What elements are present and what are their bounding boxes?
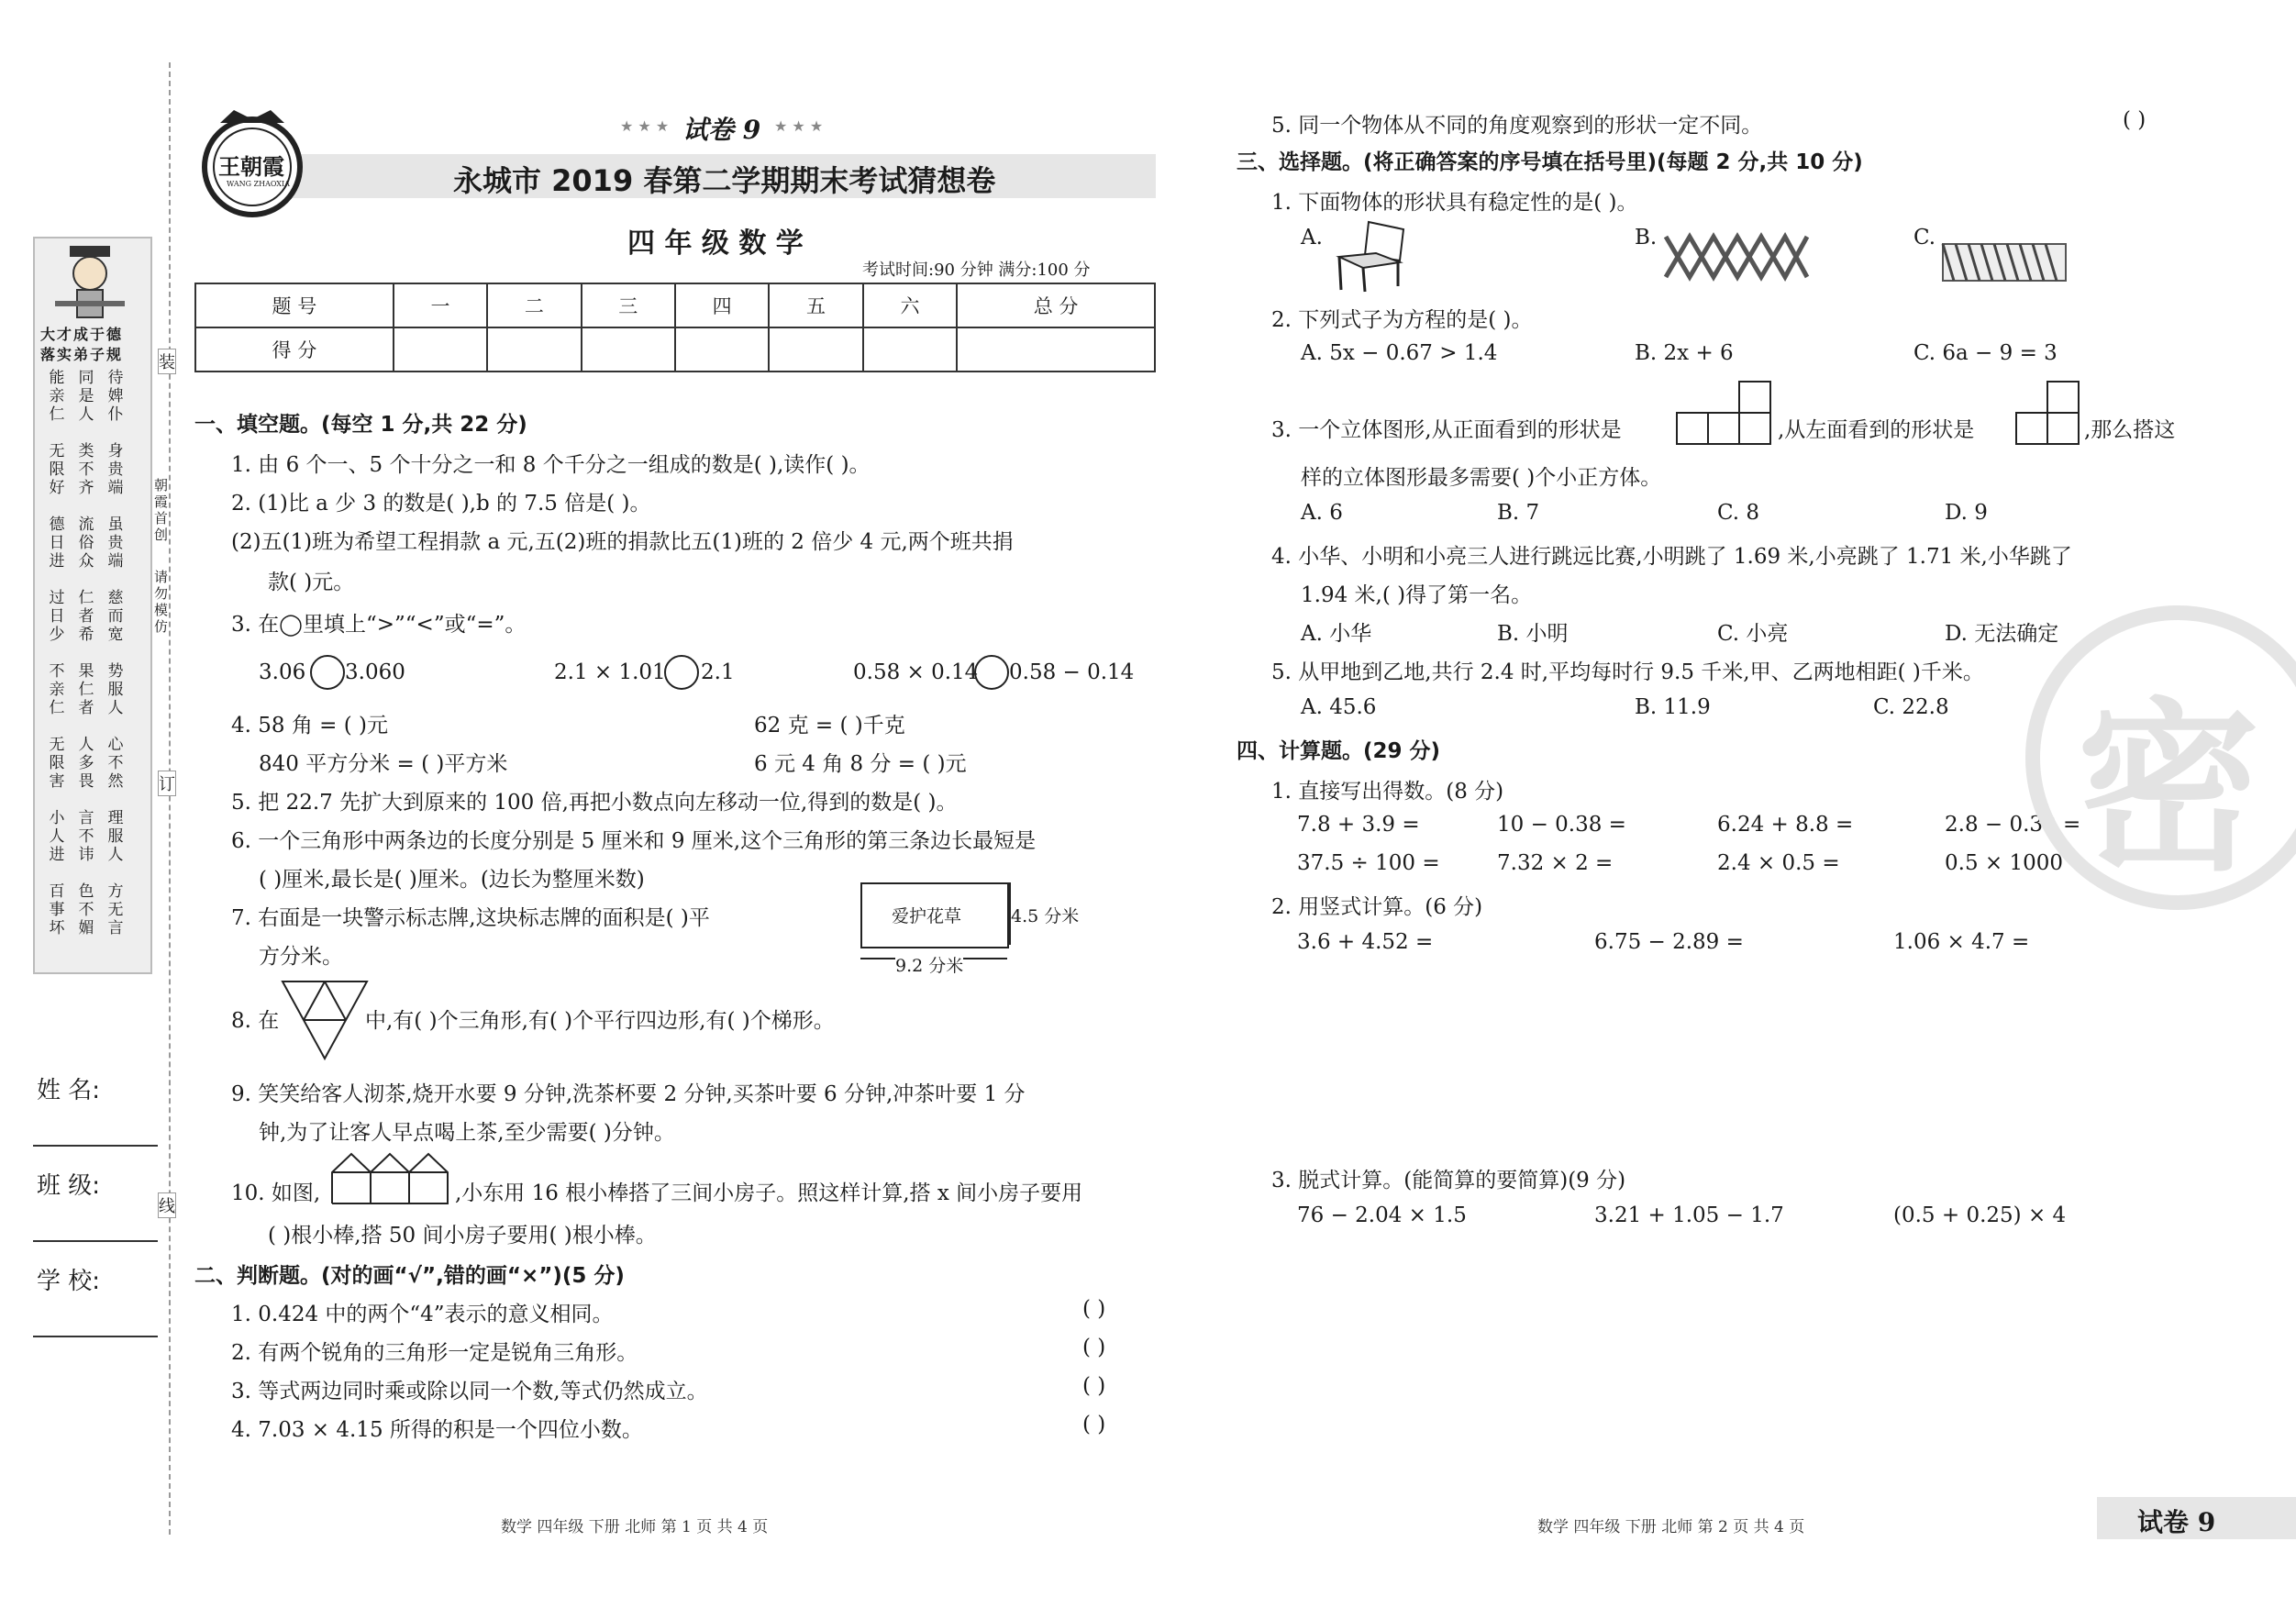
- score-header-cell: 五: [769, 283, 862, 327]
- sign-text: 爱护花草: [892, 906, 962, 926]
- s1-q2c: 款( )元。: [268, 571, 355, 594]
- header-stars-left: ★ ★ ★: [620, 117, 670, 135]
- left-view-icon: [2014, 380, 2084, 446]
- s4-p1-r1-3: 6.24 + 8.8 =: [1717, 813, 1854, 837]
- s1-q10b: ,小东用 16 根小棒搭了三间小房子。照这样计算,搭 x 间小房子要用: [455, 1181, 1083, 1205]
- motto-column: 小人进: [49, 809, 65, 864]
- footer-left: 数学 四年级 下册 北师 第 1 页 共 4 页: [501, 1518, 769, 1536]
- motto-column: 能亲仁: [49, 369, 65, 424]
- judgement-answer-paren[interactable]: ( ): [1082, 1297, 1106, 1321]
- s4-p1: 1. 直接写出得数。(8 分): [1271, 780, 1504, 804]
- s4-p2-1: 3.6 + 4.52 =: [1297, 930, 1434, 954]
- s3-q4-opt-a: A. 小华: [1301, 622, 1372, 646]
- s4-p2: 2. 用竖式计算。(6 分): [1271, 895, 1483, 919]
- s3-q3b: ,从左面看到的形状是: [1778, 418, 1975, 442]
- sidebar-slogan-1: 大才成于德: [40, 326, 124, 343]
- binding-mark-2: 订: [158, 771, 176, 796]
- s1-q3c-left: 0.58 × 0.14: [853, 660, 979, 684]
- score-input-cell[interactable]: [957, 327, 1155, 372]
- score-input-cell[interactable]: [675, 327, 769, 372]
- compare-circle-2[interactable]: [664, 655, 699, 690]
- judgement-answer-paren[interactable]: ( ): [1082, 1336, 1106, 1359]
- binding-line: [169, 62, 171, 1535]
- s3-q3-opt-b: B. 7: [1497, 501, 1540, 525]
- s3-q3d: 样的立体图形最多需要( )个小正方体。: [1301, 466, 1662, 490]
- s4-p3: 3. 脱式计算。(能简算的要简算)(9 分): [1271, 1169, 1626, 1192]
- s3-q3-opt-c: C. 8: [1717, 501, 1760, 525]
- judgement-item: 3. 等式两边同时乘或除以同一个数,等式仍然成立。: [231, 1380, 708, 1403]
- motto-column: 过日少: [49, 589, 65, 644]
- s3-q4-opt-d: D. 无法确定: [1945, 622, 2059, 646]
- score-header-cell: 六: [863, 283, 957, 327]
- s3-q2-opt-c: C. 6a − 9 = 3: [1913, 341, 2058, 365]
- motto-column: 慈而宽: [107, 589, 124, 644]
- s3-q3a: 3. 一个立体图形,从正面看到的形状是: [1271, 418, 1622, 442]
- s3-q4-opt-b: B. 小明: [1497, 622, 1569, 646]
- s3-q2-opt-b: B. 2x + 6: [1635, 341, 1734, 365]
- s4-p3-3: (0.5 + 0.25) × 4: [1893, 1203, 2067, 1227]
- s3-q2: 2. 下列式子为方程的是( )。: [1271, 308, 1533, 332]
- score-header-cell: 二: [487, 283, 581, 327]
- name-label: 姓 名:: [37, 1077, 101, 1104]
- school-field[interactable]: [33, 1336, 158, 1337]
- compare-circle-3[interactable]: [974, 655, 1009, 690]
- chair-icon: [1332, 220, 1407, 294]
- stamp-char: 密: [2077, 682, 2261, 896]
- score-header-cell: 三: [582, 283, 675, 327]
- s1-q2a: 2. (1)比 a 少 3 的数是( ),b 的 7.5 倍是( )。: [231, 492, 651, 516]
- motto-column: 理服人: [107, 809, 124, 864]
- s1-q4d: 6 元 4 角 8 分 = ( )元: [754, 752, 967, 776]
- score-input-cell[interactable]: [769, 327, 862, 372]
- score-row-label: 得 分: [195, 327, 394, 372]
- motto-column: 待婢仆: [107, 369, 124, 424]
- motto-column: 类不齐: [78, 442, 94, 497]
- judgement-answer-paren[interactable]: ( ): [1082, 1413, 1106, 1436]
- motto-column: 无限好: [49, 442, 65, 497]
- s4-p1-r1-1: 7.8 + 3.9 =: [1297, 813, 1420, 837]
- judgement-answer-paren[interactable]: ( ): [2123, 108, 2146, 132]
- fence-icon: [1941, 237, 2068, 286]
- s3-q1-opt-c: C.: [1913, 226, 1936, 250]
- s3-q2-opt-a: A. 5x − 0.67 > 1.4: [1301, 341, 1498, 365]
- score-header-cell: 总 分: [957, 283, 1155, 327]
- section4-title: 四、计算题。(29 分): [1237, 739, 1441, 763]
- scissor-lift-icon: [1662, 231, 1811, 283]
- motto-column: 势服人: [107, 662, 124, 717]
- copyright-2: 请勿模仿: [154, 569, 169, 635]
- triangle-figure-icon: [279, 978, 371, 1062]
- section1-title: 一、填空题。(每空 1 分,共 22 分): [194, 413, 527, 437]
- exam-title: 永城市 2019 春第二学期期末考试猜想卷: [453, 163, 996, 198]
- s1-q7a: 7. 右面是一块警示标志牌,这块标志牌的面积是( )平: [231, 906, 710, 930]
- score-input-cell[interactable]: [582, 327, 675, 372]
- s4-p2-2: 6.75 − 2.89 =: [1594, 930, 1744, 954]
- s4-p1-r1-2: 10 − 0.38 =: [1497, 813, 1626, 837]
- s4-p1-r2-1: 37.5 ÷ 100 =: [1297, 851, 1440, 875]
- footer-tag: 试卷 9: [2137, 1507, 2216, 1537]
- score-table: [194, 283, 1156, 372]
- s1-q3b-left: 2.1 × 1.01: [554, 660, 666, 684]
- motto-column: 色不媚: [78, 882, 94, 937]
- s1-q5: 5. 把 22.7 先扩大到原来的 100 倍,再把小数点向左移动一位,得到的数是( )。: [231, 791, 958, 815]
- score-header-cell: 一: [394, 283, 487, 327]
- judgement-item: 4. 7.03 × 4.15 所得的积是一个四位小数。: [231, 1418, 643, 1442]
- motto-column: 同是人: [78, 369, 94, 424]
- motto-column: 仁者希: [78, 589, 94, 644]
- s1-q6a: 6. 一个三角形中两条边的长度分别是 5 厘米和 9 厘米,这个三角形的第三条边长最短是: [231, 829, 1037, 853]
- s4-p1-r1-4: 2.8 − 0.39 =: [1945, 813, 2081, 837]
- s1-q4b: 62 克 = ( )千克: [754, 714, 905, 738]
- s1-q3a-right: 3.060: [345, 660, 405, 684]
- s1-q6b: ( )厘米,最长是( )厘米。(边长为整厘米数): [259, 868, 645, 892]
- name-field[interactable]: [33, 1145, 158, 1147]
- front-view-icon: [1675, 380, 1776, 446]
- s4-p3-2: 3.21 + 1.05 − 1.7: [1594, 1203, 1784, 1227]
- s1-q10c: ( )根小棒,搭 50 间小房子要用( )根小棒。: [268, 1224, 657, 1248]
- motto-column: 虽贵端: [107, 516, 124, 571]
- s1-q3a-left: 3.06: [259, 660, 306, 684]
- s1-q2b: (2)五(1)班为希望工程捐款 a 元,五(2)班的捐款比五(1)班的 2 倍少 4 元,两个班共捐: [231, 530, 1014, 554]
- logo-subtext: WANG ZHAOXIA: [227, 180, 290, 188]
- sign-height-label: 4.5 分米: [1011, 906, 1080, 926]
- score-header-row: [195, 283, 1155, 327]
- logo-text: 王朝霞: [218, 153, 284, 180]
- s3-q4b: 1.94 米,( )得了第一名。: [1301, 583, 1533, 607]
- s1-q1: 1. 由 6 个一、5 个十分之一和 8 个千分之一组成的数是( ),读作( )。: [231, 453, 871, 477]
- motto-column: 流俗众: [78, 516, 94, 571]
- s3-q1-opt-a: A.: [1301, 226, 1323, 250]
- motto-column: 百事坏: [49, 882, 65, 937]
- motto-column: 言不讳: [78, 809, 94, 864]
- motto-column: 身贵端: [107, 442, 124, 497]
- s1-q3b-right: 2.1: [701, 660, 735, 684]
- motto-column: 人多畏: [78, 736, 94, 791]
- s1-q8b: 中,有( )个三角形,有( )个平行四边形,有( )个梯形。: [365, 1009, 835, 1033]
- s3-q3-opt-d: D. 9: [1945, 501, 1988, 525]
- motto-column: 方无言: [107, 882, 124, 937]
- sidebar-slogan-2: 落实弟子规: [40, 346, 124, 363]
- student-cartoon-icon: [46, 244, 134, 321]
- footer-right: 数学 四年级 下册 北师 第 2 页 共 4 页: [1537, 1518, 1805, 1536]
- s3-q5-opt-a: A. 45.6: [1301, 695, 1377, 719]
- s1-q4a: 4. 58 角 = ( )元: [231, 714, 388, 738]
- judgement-answer-paren[interactable]: ( ): [1082, 1374, 1106, 1398]
- s3-q5-opt-c: C. 22.8: [1873, 695, 1949, 719]
- judgement-item: 5. 同一个物体从不同的角度观察到的形状一定不同。: [1271, 114, 1763, 138]
- binding-mark-3: 线: [158, 1192, 176, 1218]
- sign-width-label: 9.2 分米: [895, 952, 963, 977]
- copyright-1: 朝霞首创: [154, 477, 169, 543]
- motto-column: 德日进: [49, 516, 65, 571]
- s3-q4-opt-c: C. 小亮: [1717, 622, 1789, 646]
- s3-q5: 5. 从甲地到乙地,共行 2.4 时,平均每时行 9.5 千米,甲、乙两地相距( )千米。: [1271, 660, 1984, 684]
- judgement-item: 1. 0.424 中的两个“4”表示的意义相同。: [231, 1303, 614, 1326]
- s4-p3-1: 76 − 2.04 × 1.5: [1297, 1203, 1467, 1227]
- s1-q10a: 10. 如图,: [231, 1181, 321, 1205]
- section2-title: 二、判断题。(对的画“√”,错的画“×”)(5 分): [194, 1264, 625, 1288]
- score-input-cell[interactable]: [487, 327, 581, 372]
- motto-column: 不亲仁: [49, 662, 65, 717]
- class-label: 班 级:: [37, 1172, 101, 1200]
- motto-column: 无限害: [49, 736, 65, 791]
- s3-q5-opt-b: B. 11.9: [1635, 695, 1711, 719]
- s1-q3c-right: 0.58 − 0.14: [1009, 660, 1135, 684]
- s3-q1-opt-b: B.: [1635, 226, 1658, 250]
- motto-column: 心不然: [107, 736, 124, 791]
- score-header-cell: 四: [675, 283, 769, 327]
- s3-q3c: ,那么搭这: [2084, 418, 2176, 442]
- s1-q7b: 方分米。: [259, 945, 343, 969]
- score-input-cell[interactable]: [394, 327, 487, 372]
- s4-p1-r2-3: 2.4 × 0.5 =: [1717, 851, 1840, 875]
- s4-p1-r2-2: 7.32 × 2 =: [1497, 851, 1614, 875]
- compare-circle-1[interactable]: [310, 655, 345, 690]
- exam-series: 试卷 9: [682, 115, 761, 145]
- class-field[interactable]: [33, 1240, 158, 1242]
- s1-q3: 3. 在◯里填上“>”“<”或“=”。: [231, 613, 527, 637]
- section3-title: 三、选择题。(将正确答案的序号填在括号里)(每题 2 分,共 10 分): [1237, 150, 1863, 174]
- s1-q9b: 钟,为了让客人早点喝上茶,至少需要( )分钟。: [259, 1121, 675, 1145]
- houses-figure-icon: [330, 1152, 451, 1205]
- s1-q9a: 9. 笑笑给客人沏茶,烧开水要 9 分钟,洗茶杯要 2 分钟,买茶叶要 6 分钟,冲茶叶要 1 分: [231, 1082, 1026, 1106]
- s1-q4c: 840 平方分米 = ( )平方米: [259, 752, 508, 776]
- s3-q4a: 4. 小华、小明和小亮三人进行跳远比赛,小明跳了 1.69 米,小亮跳了 1.71 米,小华跳了: [1271, 545, 2072, 569]
- s4-p1-r2-4: 0.5 × 1000 =: [1945, 851, 2088, 875]
- score-input-cell[interactable]: [863, 327, 957, 372]
- score-header-cell: 题 号: [195, 283, 394, 327]
- subject-title: 四 年 级 数 学: [627, 227, 804, 260]
- score-value-row: [195, 327, 1155, 372]
- binding-mark-1: 装: [158, 349, 176, 374]
- s3-q1: 1. 下面物体的形状具有稳定性的是( )。: [1271, 191, 1638, 215]
- header-stars-right: ★ ★ ★: [774, 117, 824, 135]
- sidebar-motto: [48, 369, 139, 956]
- s3-q3-opt-a: A. 6: [1301, 501, 1343, 525]
- s4-p2-3: 1.06 × 4.7 =: [1893, 930, 2030, 954]
- motto-column: 果仁者: [78, 662, 94, 717]
- judgement-item: 2. 有两个锐角的三角形一定是锐角三角形。: [231, 1341, 638, 1365]
- school-label: 学 校:: [37, 1268, 101, 1295]
- s1-q8a: 8. 在: [231, 1009, 280, 1033]
- exam-info: 考试时间:90 分钟 满分:100 分: [862, 261, 1091, 280]
